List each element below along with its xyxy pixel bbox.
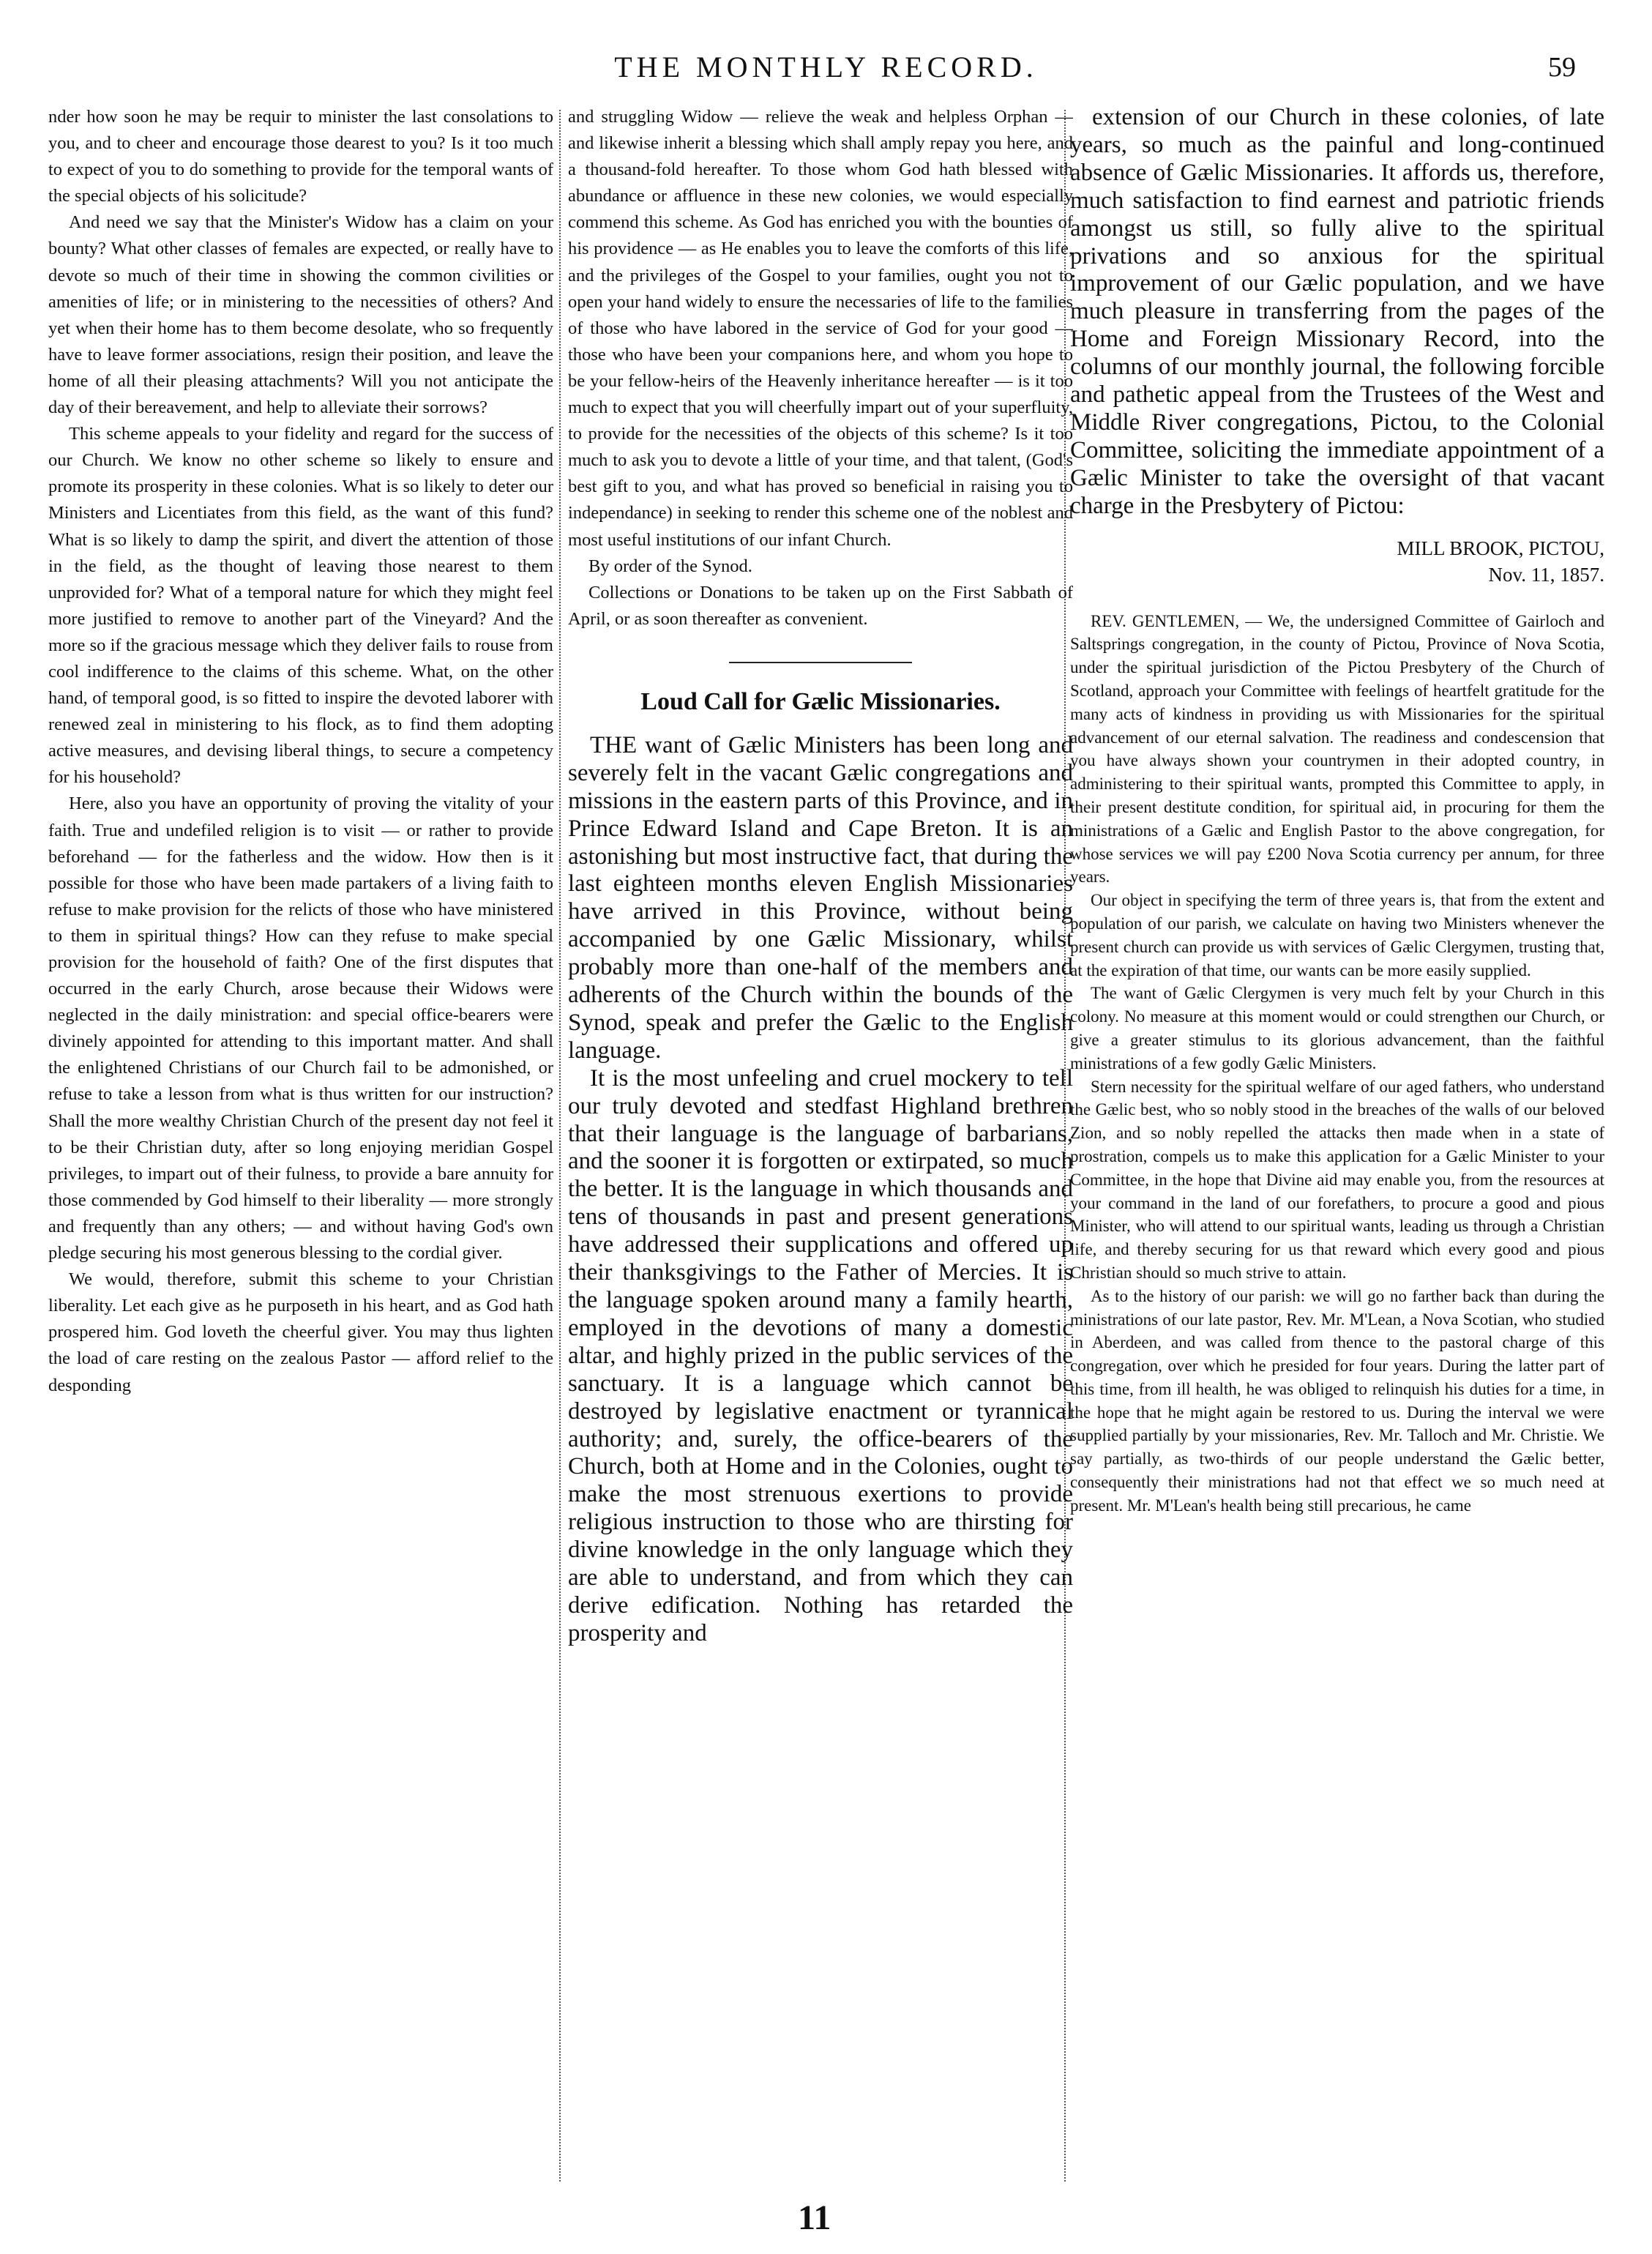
paragraph: and struggling Widow — relieve the weak and helpless Orphan — and likewise inherit a blessing which shall amply repay you here, and a thousand-fold hereafter. To those whom God hath blessed with abundance or affluence in these new colonies, we would especially commend this scheme. As God has enriched you with the bounties of his providence — as He enables you to leave the comforts of this life, and the privileges of the Gospel to your families, ought you not to open your hand widely to ensure the necessaries of life to the families of those who have labored in the service of God for your good — those who have been your companions here, and whom you hope to be your fellow-heirs of the Heavenly inheritance hereafter — is it too much to expect that you will cheerfully impart out of your superfluity, to provide for the necessities of the objects of this scheme? Is it too much to ask you to devote a little of your time, and that talent, (God's best gift to you, and what has proved so beneficial in raising you to independance) in seeking to render this scheme one of the noblest and most useful institutions of our infant Church.: [568, 107, 1073, 550]
paragraph: REV. GENTLEMEN, — We, the undersigned Committee of Gairloch and Saltsprings congregation, in the county of Pictou, Province of Nova Scotia, under the spiritual jurisdiction of the Pictou Presbytery of the Church of Scotland, approach your Committee with feelings of heartfelt gratitude for the many acts of kindness in providing us with Missionaries for the spiritual advancement of our eternal salvation. The readiness and condescension that you have always shown your countrymen in their adopted country, in administering to their spiritual wants, prompted this Committee to apply, in their present destitute condition, for spiritual aid, in procuring for them the ministrations of a Gælic and English Pastor to the above congregation, for whose services we will pay £200 Nova Scotia currency per annum, for three years.: [1070, 611, 1604, 887]
paragraph: Our object in specifying the term of three years is, that from the extent and population of our parish, we calculate on having two Ministers whenever the present church can provide us with services of Gælic Clergymen, trusting that, at the expiration of that time, our wants can be more easily supplied.: [1070, 891, 1604, 979]
paragraph: Collections or Donations to be taken up on the First Sabbath of April, or as soon thereafter as convenient.: [568, 582, 1073, 629]
paragraph: Here, also you have an opportunity of proving the vitality of your faith. True and undefiled religion is to visit — or rather to provide beforehand — for the fatherless and the widow. How then is it possible for those who have been made partakers of a living faith to refuse to make provision for the relicts of those who have ministered to them in spiritual things? How can they refuse to make special provision for the household of faith? One of the first disputes that occurred in the early Church, arose because their Widows were neglected in the daily ministration: and special office-bearers were divinely appointed for attending to this important matter. And shall the enlightened Christians of our Church fail to be admonished, or refuse to take a lesson from what is thus written for our instruction? Shall the more wealthy Christian Church of the present day not feel it to be their Christian duty, after so long enjoying meridian Gospel privileges, to impart out of their fulness, to provide a bare annuity for those commended by God himself to their liberality — more strongly and frequently than any others; — and without having God's own pledge securing his most generous blessing to the cordial giver.: [48, 794, 553, 1264]
intro-block: [1070, 104, 1604, 520]
section-heading: Loud Call for Gælic Missionaries.: [640, 687, 1001, 715]
paragraph: This scheme appeals to your fidelity and regard for the success of our Church. We know no other scheme so likely to ensure and promote its prosperity in these colonies. What is so likely to deter our Ministers and Licentiates from this field, as the want of this fund? What is so likely to damp the spirit, and divert the attention of those in the field, as the thought of leaving those nearest to them unprovided for? What of a temporal nature for which they might feel more justified to remove to another part of the Vineyard? And the more so if the gracious message which they deliver fails to rouse from cool indifference to the claims of this scheme. What, on the other hand, of temporal good, is so fitted to inspire the devoted laborer with renewed zeal in ministering to his flock, as to find them adopting active measures, and devising liberal things, to secure a competency for his household?: [48, 424, 553, 788]
column-rule-1: [559, 110, 561, 2182]
dateline: [1070, 535, 1604, 588]
letter-body: [1070, 610, 1604, 1518]
section-body: [568, 732, 1073, 1648]
column-1: [48, 104, 553, 2190]
paragraph: The want of Gælic Clergymen is very much felt by your Church in this colony. No measure at this moment would or could strengthen our Church, or give a greater stimulus to its glorious advancement, than the faithful ministrations of a few godly Gælic Ministers.: [1070, 984, 1604, 1072]
column-2: [568, 104, 1073, 2190]
paragraph: And need we say that the Minister's Widow has a claim on your bounty? What other classes of females are expected, or really have to devote so much of their time in showing the common civilities or amenities of life; or in ministering to the necessities of others? And yet when their home has to them become desolate, who so frequently have to leave former associations, resign their position, and leave the home of all their pleasing attachments? Will you not anticipate the day of their bereavement, and help to alleviate their sorrows?: [48, 212, 553, 418]
paragraph: extension of our Church in these colonies, of late years, so much as the painful and long-continued absence of Gælic Missionaries. It affords us, therefore, much satisfaction to find earnest and patriotic friends amongst us still, so fully alive to the spiritual privations and so anxious for the spiritual improvement of our Gælic population, and we have much pleasure in transferring from the pages of the Home and Foreign Missionary Record, into the columns of our monthly journal, the following forcible and pathetic appeal from the Trustees of the West and Middle River congregations, Pictou, to the Colonial Committee, soliciting the immediate appointment of a Gælic Minister to take the oversight of that vacant charge in the Presbytery of Pictou:: [1070, 104, 1604, 519]
paragraph: nder how soon he may be requir to minister the last consolations to you, and to cheer and encourage those dearest to you? Is it too much to expect of you to do something to provide for the temporal wants of the special objects of his solicitude?: [48, 107, 553, 206]
dateline-place: MILL BROOK, PICTOU,: [1397, 537, 1604, 559]
page-number: 59: [1548, 52, 1576, 83]
paragraph: THE want of Gælic Ministers has been long and severely felt in the vacant Gælic congregations and missions in the eastern parts of this Province, and in Prince Edward Island and Cape Breton. It is an astonishing but most instructive fact, that during the last eighteen months eleven English Missionaries have arrived in this Province, without being accompanied by one Gælic Missionary, whilst probably more than one-half of the members and adherents of the Church within the bounds of the Synod, speak and prefer the Gælic to the English language.: [568, 731, 1073, 1064]
printer-signature-mark: 11: [798, 2198, 831, 2237]
column-3: [1070, 104, 1604, 2190]
paragraph: As to the history of our parish: we will go no farther back than during the ministrations of our late pastor, Rev. Mr. M'Lean, a Nova Scotian, who studied in Aberdeen, and was called from thence to the pastoral charge of this congregation, over which he presided for four years. During the latter part of this time, from ill health, he was obliged to relinquish his duties for a time, in the hope that he might again be restored to us. During the interval we were supplied partially by your missionaries, Rev. Mr. Talloch and Mr. Christie. We say partially, as two-thirds of our people understand the Gælic better, consequently their ministrations had not that effect we so much need at present. Mr. M'Lean's health being still precarious, he came: [1070, 1286, 1604, 1515]
paragraph: It is the most unfeeling and cruel mockery to tell our truly devoted and stedfast Highland brethren that their language is the language of barbarians, and the sooner it is forgotten or extirpated, so much the better. It is the language in which thousands and tens of thousands in past and present generations have addressed their supplications and offered up their thanksgivings to the Father of Mercies. It is the language spoken around many a family hearth, employed in the devotions of many a domestic altar, and highly prized in the public services of the sanctuary. It is a language which cannot be destroyed by legislative enactment or tyrannical authority; and, surely, the office-bearers of the Church, both at Home and in the Colonies, ought to make the most strenuous exertions to provide religious instruction to those who are thirsting for divine knowledge in the only language which they are able to understand, and from which they can derive edification. Nothing has retarded the prosperity and: [568, 1064, 1073, 1646]
paragraph: We would, therefore, submit this scheme to your Christian liberality. Let each give as he purposeth in his heart, and as God hath prospered him. God loveth the cheerful giver. You may thus lighten the load of care resting on the zealous Pastor — afford relief to the desponding: [48, 1269, 553, 1395]
dateline-date: Nov. 11, 1857.: [1488, 563, 1604, 586]
running-title: THE MONTHLY RECORD.: [614, 51, 1038, 83]
paragraph: Stern necessity for the spiritual welfare of our aged fathers, who understand the Gælic best, who so nobly stood in the breaches of the walls of our beloved Zion, and so nobly repelled the attacks then made when in a state of prostration, compels us to make this application for a Gælic Minister to your Committee, in the hope that Divine aid may enable you, from the resources at your command in the land of our forefathers, to procure a good and pious Minister, who will attend to our spiritual wants, leading us through a Christian life, and thereby securing for us that reward which every good and pious Christian should so much strive to attain.: [1070, 1077, 1604, 1282]
running-head: [44, 45, 1608, 89]
signoff: By order of the Synod.: [588, 556, 752, 576]
section-divider: [729, 662, 912, 663]
